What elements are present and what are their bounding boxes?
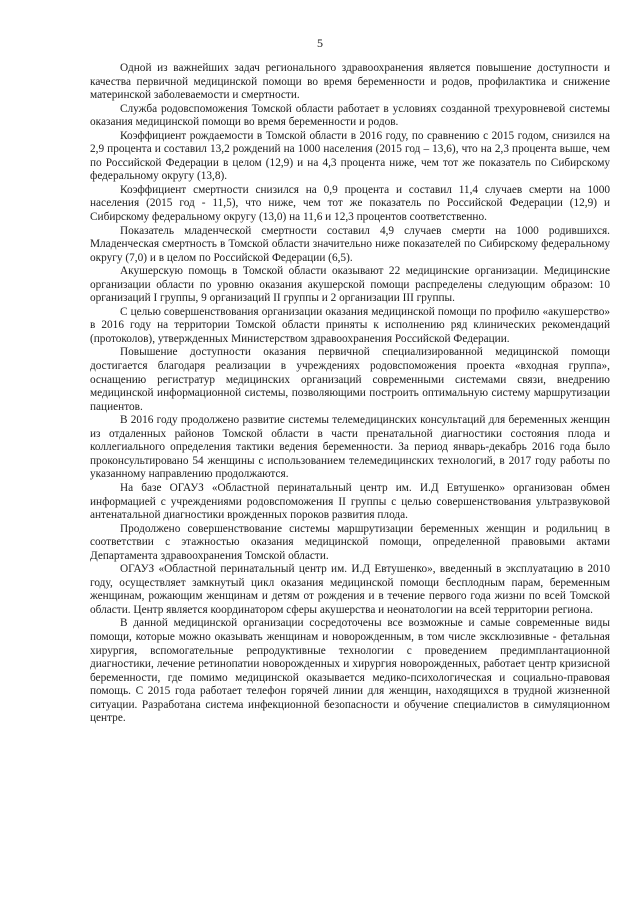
paragraph-telemedicine: В 2016 году продолжено развитие системы телемедицинских консультаций для беременных женщин из отдаленных районов Томской области в части пренатальной диагностики состояния плода и коллегиального определения тактики ведения беременности. За период январь-декабрь 2016 года было проконсультировано 54 женщины с использованием телемедицинских технологий, в 2017 году работы по указанному направлению продолжаются. — [90, 414, 610, 481]
paragraph-mortality-rate: Коэффициент смертности снизился на 0,9 процента и составил 11,4 случаев смерти на 1000 населения (2015 год - 11,5), что ниже, чем тот же показатель по Российской Федерации (12,9) и Сибирскому федеральному округу (13,0) на 11,6 и 12,3 процентов соответственно. — [90, 183, 610, 224]
paragraph-perinatal-center: ОГАУЗ «Областной перинатальный центр им. И.Д Евтушенко», введенный в эксплуатацию в 2010 году, осуществляет замкнутый цикл оказания медицинской помощи бесплодным парам, беременным женщинам, рожающим женщинам и детям от рождения и в течение первого года жизни по всей Томской области. Центр является координатором сферы акушерства и неонатологии на всей территории региона. — [90, 563, 610, 616]
paragraph-clinical-guidelines: С целью совершенствования организации оказания медицинской помощи по профилю «акушерство» в 2016 году на территории Томской области приняты к исполнению ряд клинических рекомендаций (протоколов), утвержденных Министерством здравоохранения Российской Федерации. — [90, 305, 610, 345]
paragraph-maternity-service: Служба родовспоможения Томской области работает в условиях созданной трехуровневой системы оказания медицинской помощи во время беременности и родов. — [90, 102, 610, 129]
paragraph-ultrasound-exchange: На базе ОГАУЗ «Областной перинатальный центр им. И.Д Евтушенко» организован обмен информацией с учреждениями родовспоможения II группы с целью совершенствования ультразвуковой антенатальной диагностики врожденных пороков развития плода. — [90, 481, 610, 522]
page-number: 5 — [317, 36, 323, 50]
paragraph-birth-rate: Коэффициент рождаемости в Томской области в 2016 году, по сравнению с 2015 годом, снизился на 2,9 процента и составил 13,2 рождений на 1000 населения (2015 год – 13,6), что на 2,3 процента выше, чем по Российской Федерации в целом (12,9) и на 4,3 процента ниже, чем тот же показатель по Сибирскому федеральному округу (13,8). — [90, 129, 610, 183]
paragraph-medical-services: В данной медицинской организации сосредоточены все возможные и самые современные виды помощи, которые можно оказывать женщинам и новорожденным, в том числе эксклюзивные - фетальная хирургия, вспомогательные репродуктивные технологии с проведением предимплантационной диагностики, лечение ретинопатии новорожденных и хирургия новорожденных, работает центр кризисной беременности, где помимо медицинской оказывается медико-психологическая и социально-правовая помощь. С 2015 года работает телефон горячей линии для женщин, находящихся в трудной жизненной ситуации. Разработана система инфекционной безопасности и обучение специалистов в симуляционном центре. — [90, 617, 610, 725]
document-body — [90, 62, 610, 726]
paragraph-healthcare-goal: Одной из важнейших задач регионального здравоохранения является повышение доступности и качества первичной медицинской помощи во время беременности и родов, профилактика и снижение материнской заболеваемости и смертности. — [90, 62, 610, 102]
paragraph-infant-mortality: Показатель младенческой смертности составил 4,9 случаев смерти на 1000 родившихся. Младенческая смертность в Томской области значительно ниже показателей по Сибирскому федеральному округу (7,0) и в целом по Российской Федерации (6,5). — [90, 224, 610, 264]
paragraph-obstetric-organizations: Акушерскую помощь в Томской области оказывают 22 медицинские организации. Медицинские организации области по уровню оказания акушерской помощи распределены следующим образом: 10 организаций I группы, 9 организаций II группы и 2 организации III группы. — [90, 265, 610, 305]
paragraph-primary-care-access: Повышение доступности оказания первичной специализированной медицинской помощи достигается благодаря реализации в учреждениях родовспоможения проекта «входная группа», оснащению регистратур медицинских организаций современными системами связи, внедрению медицинской информационной системы, позволяющими построить оптимальную систему маршрутизации пациентов. — [90, 346, 610, 413]
paragraph-routing-system: Продолжено совершенствование системы маршрутизации беременных женщин и родильниц в соответствии с этажностью оказания медицинской помощи, определенной правовыми актами Департамента здравоохранения Томской области. — [90, 522, 610, 562]
